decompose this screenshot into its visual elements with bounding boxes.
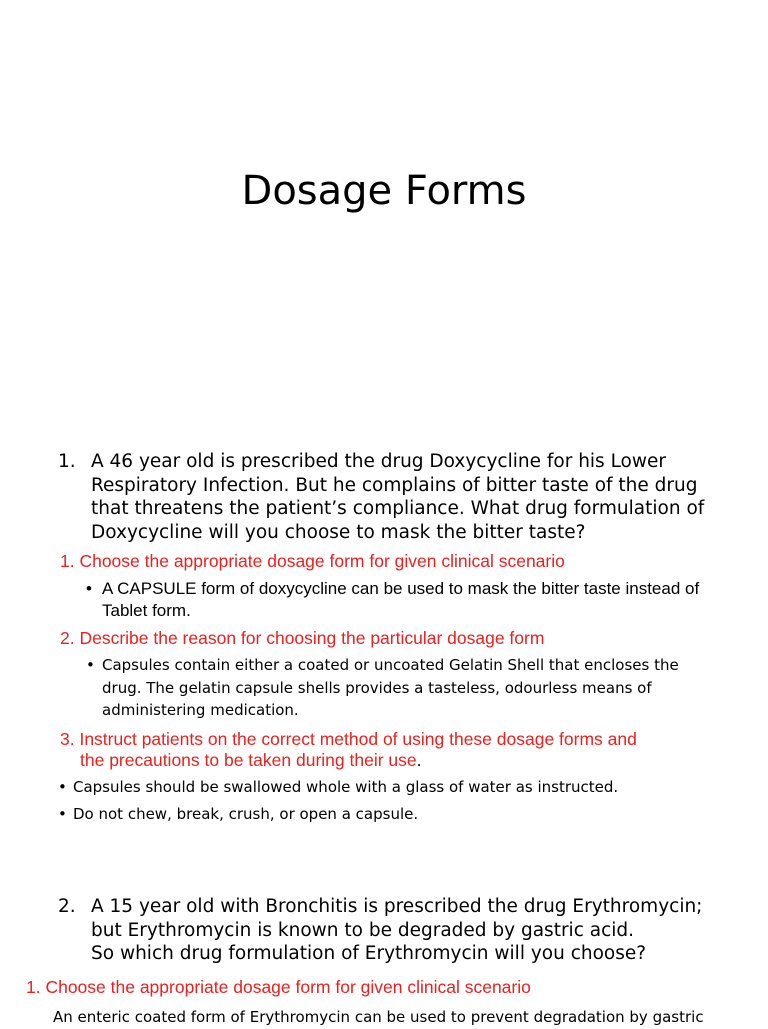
step-heading-1: 1. Choose the appropriate dosage form for given clinical scenario: [60, 551, 565, 571]
question-2: [58, 895, 718, 966]
step-heading-3: [60, 729, 760, 771]
instruction-text: Capsules should be swallowed whole with a glass of water as instructed.: [73, 778, 619, 796]
page-title: Dosage Forms: [241, 168, 527, 214]
step-heading-2: 2. Describe the reason for choosing the particular dosage form: [60, 628, 545, 648]
instruction-item: [58, 776, 738, 799]
step-heading-3-period: .: [416, 750, 422, 770]
bullet-icon: •: [58, 778, 67, 796]
answer-bullet: [86, 578, 706, 622]
answer-text: An enteric coated form of Erythromycin can be used to prevent degradation by gastric: [53, 1008, 704, 1026]
bullet-icon: •: [86, 656, 95, 674]
question-text-line: A 15 year old with Bronchitis is prescribed the drug Erythromycin;: [91, 896, 703, 917]
question-number: 2.: [58, 896, 76, 917]
reason-text: Capsules contain either a coated or uncoated Gelatin Shell that encloses the drug. The gelatin capsule shells provides a tasteless, odourless means of administering medication.: [102, 656, 679, 719]
answer-text: A CAPSULE form of doxycycline can be used to mask the bitter taste instead of Tablet form.: [102, 579, 700, 620]
instruction-text: Do not chew, break, crush, or open a capsule.: [73, 805, 419, 823]
question-1: [58, 450, 718, 544]
question-number: 1.: [58, 451, 76, 472]
step-heading-1: 1. Choose the appropriate dosage form for given clinical scenario: [26, 977, 531, 997]
reason-bullet: [86, 654, 716, 722]
instruction-item: [58, 803, 738, 826]
step-heading-3-line2: the precautions to be taken during their use: [80, 750, 417, 770]
step-heading-3-line1: 3. Instruct patients on the correct method of using these dosage forms and: [60, 729, 637, 749]
question-text-line: So which drug formulation of Erythromycin will you choose?: [91, 943, 647, 964]
bullet-icon: •: [58, 805, 67, 823]
question-text-line: but Erythromycin is known to be degraded by gastric acid.: [91, 919, 635, 941]
bullet-icon: •: [86, 579, 92, 598]
question-text: A 46 year old is prescribed the drug Doxycycline for his Lower Respiratory Infection. But he complains of bitter taste of the drug that threatens the patient’s compliance. What drug formulation of Doxycycline will you choose to mask the bitter taste?: [91, 451, 705, 543]
